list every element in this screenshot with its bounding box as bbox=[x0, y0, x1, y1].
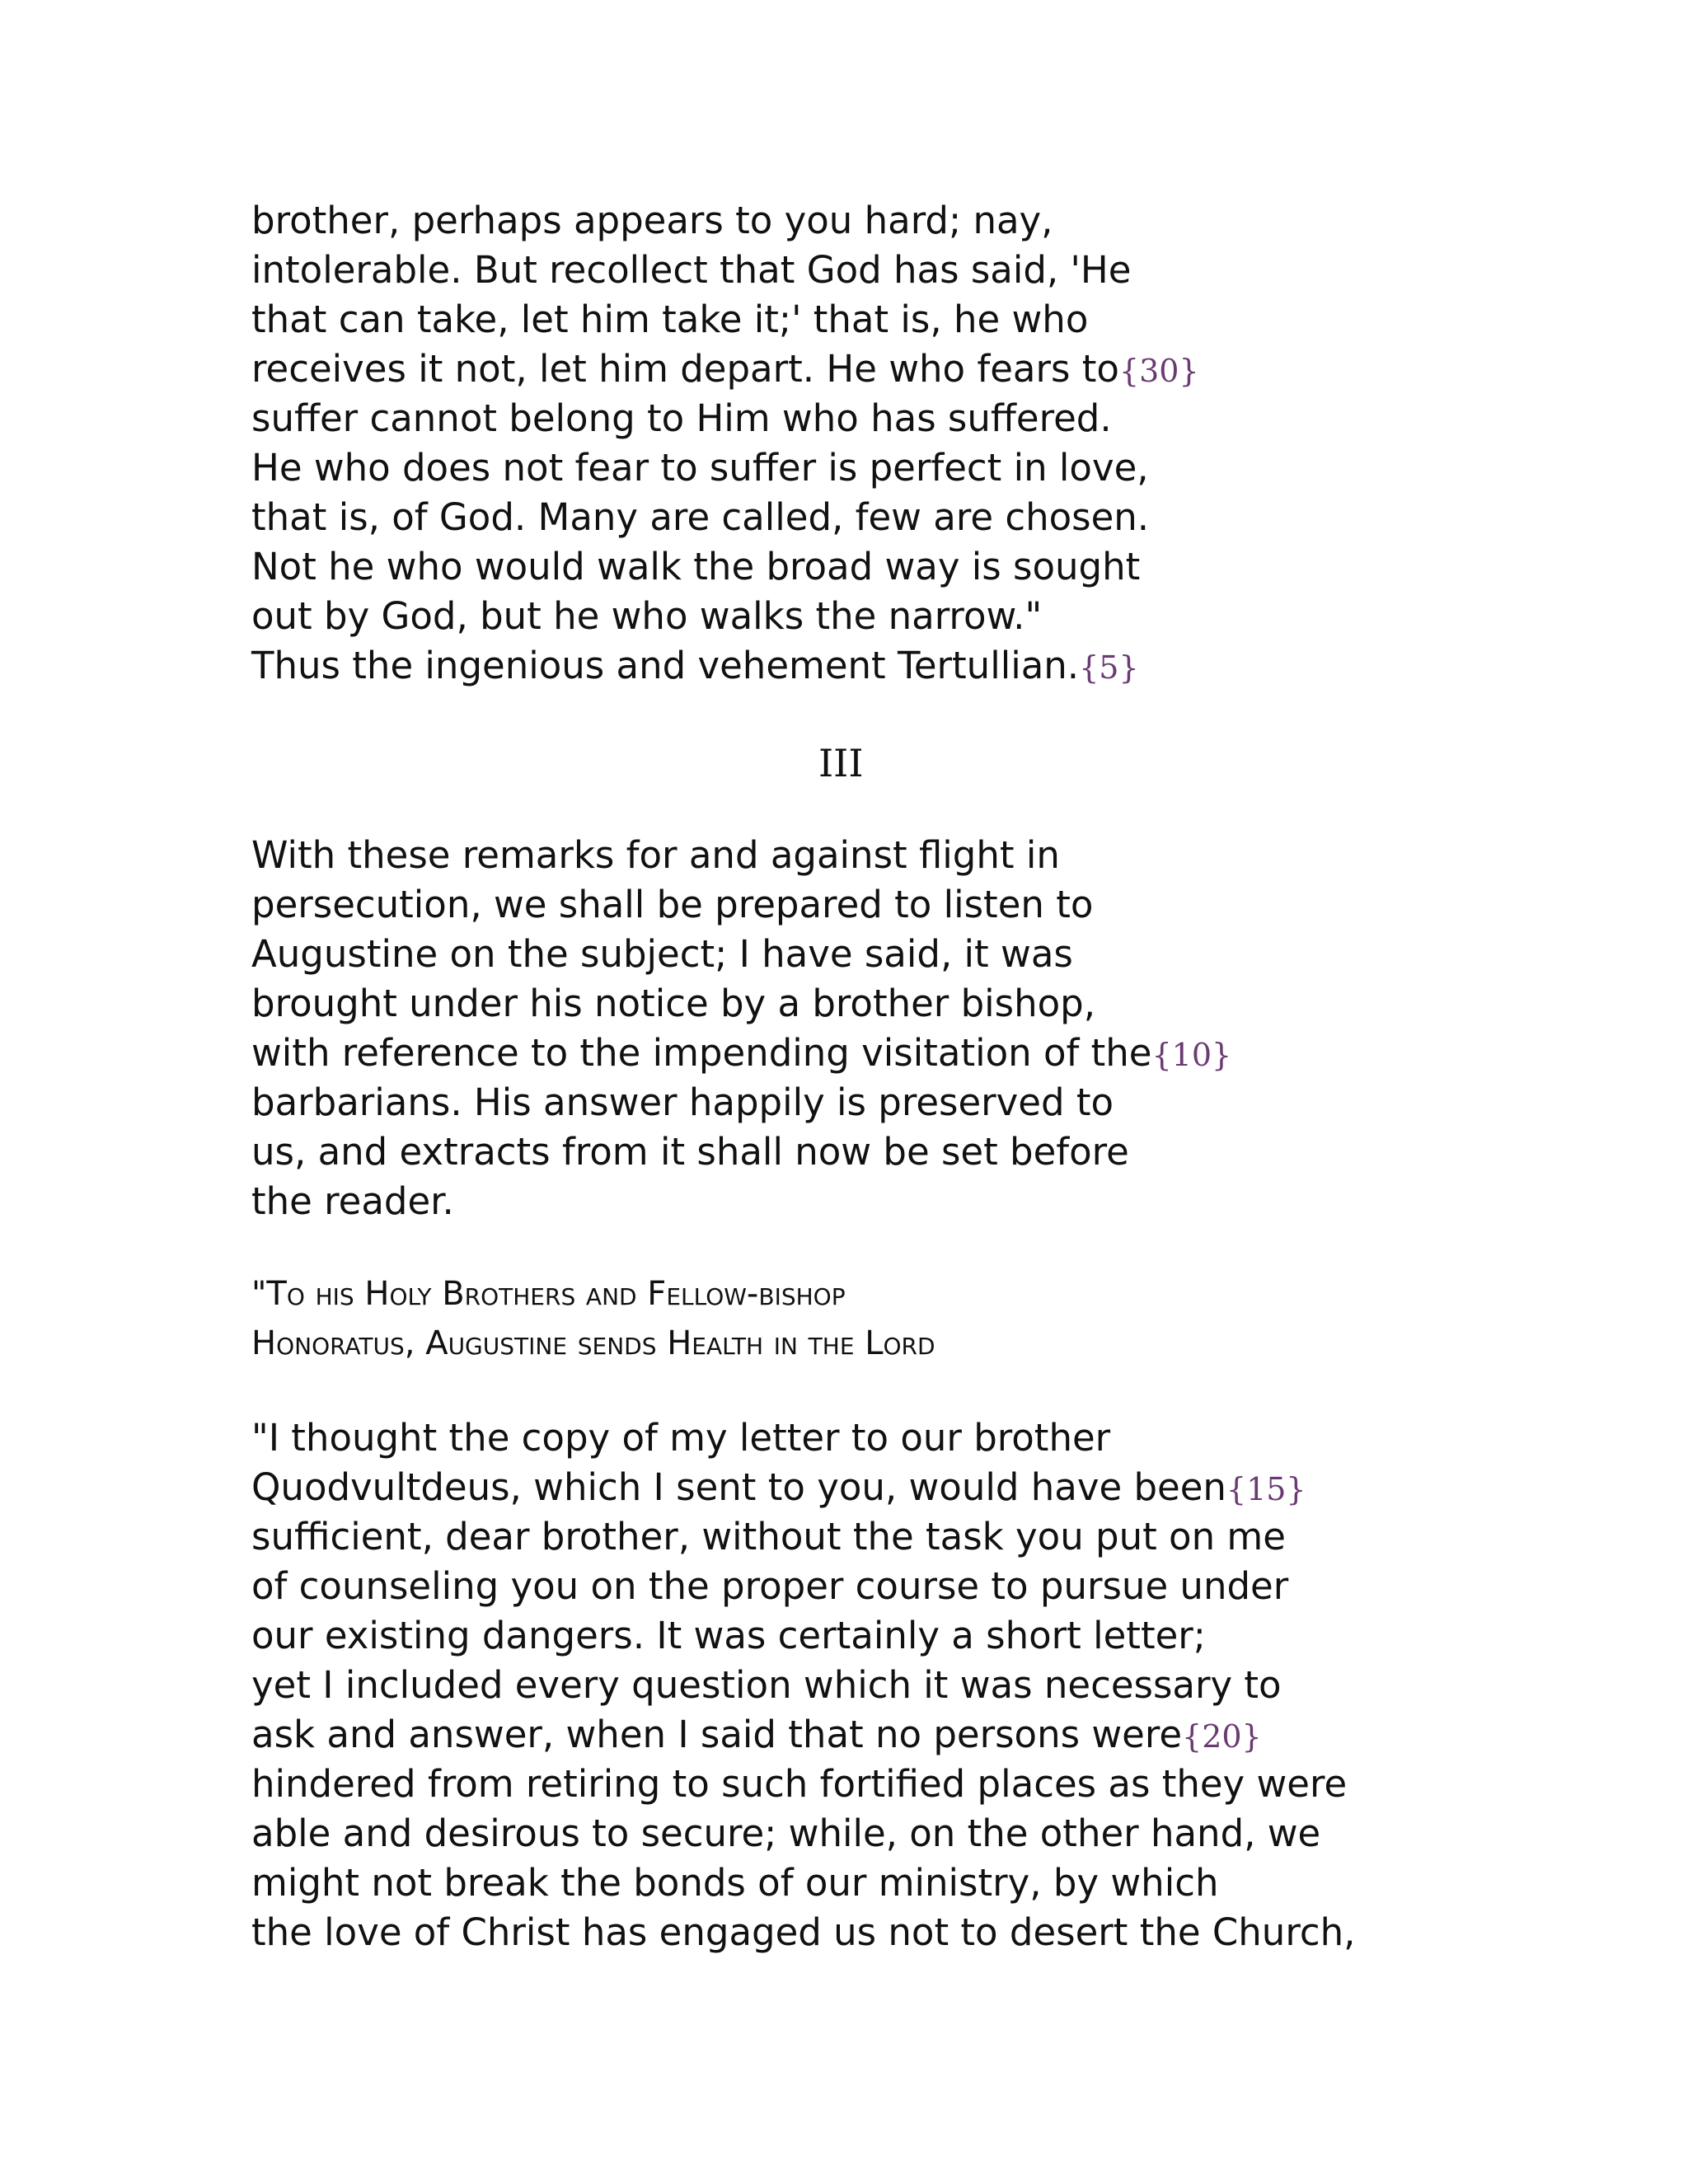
text-line: able and desirous to secure; while, on the other hand, we bbox=[251, 1811, 1321, 1855]
text-line: Augustine on the subject; I have said, it was bbox=[251, 932, 1073, 976]
text-line: yet I included every question which it was necessary to bbox=[251, 1663, 1282, 1707]
text-line: of counseling you on the proper course to pursue under bbox=[251, 1564, 1289, 1608]
line-number-ref: {15} bbox=[1226, 1471, 1306, 1507]
text-line: the love of Christ has engaged us not to desert the Church, bbox=[251, 1910, 1356, 1954]
text-line: that is, of God. Many are called, few are chosen. bbox=[251, 495, 1150, 539]
text-line: us, and extracts from it shall now be set before bbox=[251, 1130, 1129, 1174]
text-line: Thus the ingenious and vehement Tertullian.{5} bbox=[251, 644, 1139, 687]
text-line: ask and answer, when I said that no persons were{20} bbox=[251, 1713, 1262, 1756]
text-line: our existing dangers. It was certainly a short letter; bbox=[251, 1614, 1206, 1657]
text-line: the reader. bbox=[251, 1179, 454, 1223]
text-line: barbarians. His answer happily is preserved to bbox=[251, 1080, 1114, 1124]
line-number-ref: {20} bbox=[1182, 1718, 1262, 1755]
text-line: "I thought the copy of my letter to our brother bbox=[251, 1416, 1111, 1460]
text-line: brother, perhaps appears to you hard; nay, bbox=[251, 199, 1053, 242]
text-line: brought under his notice by a brother bishop, bbox=[251, 982, 1096, 1025]
text-line: He who does not fear to suffer is perfect in love, bbox=[251, 446, 1149, 490]
line-number-ref: {5} bbox=[1079, 649, 1139, 686]
paragraph-tertullian bbox=[251, 196, 1653, 691]
text-line: sufficient, dear brother, without the task you put on me bbox=[251, 1515, 1286, 1558]
text-line: Quodvultdeus, which I sent to you, would have been{15} bbox=[251, 1465, 1306, 1509]
text-line: receives it not, let him depart. He who fears to{30} bbox=[251, 347, 1199, 391]
paragraph-letter-body bbox=[251, 1413, 1653, 1957]
paragraph-augustine-intro bbox=[251, 831, 1653, 1226]
document-page bbox=[251, 196, 1653, 1957]
text-line: persecution, we shall be prepared to listen to bbox=[251, 883, 1094, 926]
salutation-line: Honoratus, Augustine sends Health in the Lord bbox=[251, 1324, 935, 1362]
text-line: Not he who would walk the broad way is sought bbox=[251, 545, 1141, 588]
line-number-ref: {10} bbox=[1151, 1037, 1232, 1073]
letter-salutation bbox=[251, 1269, 1653, 1368]
text-line: hindered from retiring to such fortified places as they were bbox=[251, 1762, 1348, 1806]
text-line: With these remarks for and against flight in bbox=[251, 833, 1060, 877]
text-line: might not break the bonds of our ministry, by which bbox=[251, 1861, 1219, 1905]
text-line: out by God, but he who walks the narrow." bbox=[251, 594, 1043, 638]
text-line: with reference to the impending visitation of the{10} bbox=[251, 1031, 1232, 1075]
text-line: that can take, let him take it;' that is, he who bbox=[251, 298, 1089, 341]
text-line: intolerable. But recollect that God has said, 'He bbox=[251, 248, 1132, 292]
section-heading: III bbox=[818, 741, 864, 785]
line-number-ref: {30} bbox=[1118, 353, 1199, 389]
salutation-line: "To his Holy Brothers and Fellow-bishop bbox=[251, 1275, 846, 1313]
text-line: suffer cannot belong to Him who has suffered. bbox=[251, 396, 1112, 440]
